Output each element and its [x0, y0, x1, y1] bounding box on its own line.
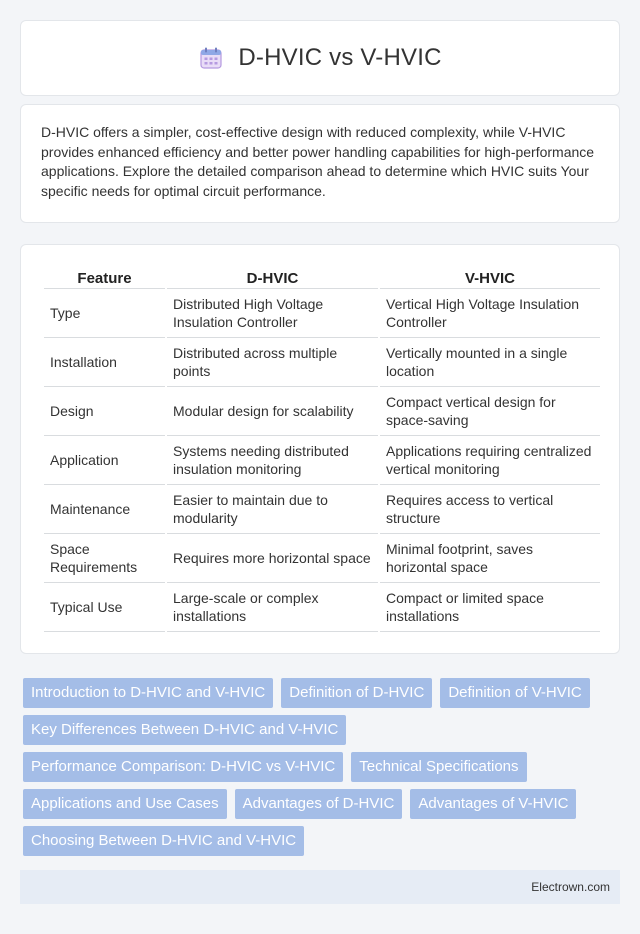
v-hvic-cell: Vertical High Voltage Insulation Controller — [380, 289, 600, 338]
tag-row — [23, 789, 623, 819]
table-row — [44, 387, 600, 436]
header-feature: Feature — [44, 265, 165, 289]
header-v-hvic: V-HVIC — [380, 265, 600, 289]
table-row — [44, 289, 600, 338]
tag-definition-v-hvic[interactable]: Definition of V-HVIC — [440, 678, 589, 708]
table-header-row — [44, 265, 600, 289]
feature-cell: Design — [44, 387, 165, 436]
feature-cell: Maintenance — [44, 485, 165, 534]
d-hvic-cell: Large-scale or complex installations — [167, 583, 378, 632]
tag-row — [23, 678, 623, 708]
page-title: D-HVIC vs V-HVIC — [238, 44, 442, 71]
tag-row — [23, 715, 623, 745]
tag-advantages-v-hvic[interactable]: Advantages of V-HVIC — [410, 789, 576, 819]
v-hvic-cell: Minimal footprint, saves horizontal space — [380, 534, 600, 583]
feature-cell: Installation — [44, 338, 165, 387]
intro-text: D-HVIC offers a simpler, cost-effective design with reduced complexity, while V-HVIC provides enhanced efficiency and better power handling capabilities for high-performance applications. Explore the detailed comparison ahead to determine which HVIC suits Your specific needs for optimal circuit performance. — [41, 124, 595, 199]
tag-applications[interactable]: Applications and Use Cases — [23, 789, 227, 819]
feature-cell: Type — [44, 289, 165, 338]
table-row — [44, 436, 600, 485]
tag-technical-specifications[interactable]: Technical Specifications — [351, 752, 526, 782]
d-hvic-cell: Modular design for scalability — [167, 387, 378, 436]
tag-advantages-d-hvic[interactable]: Advantages of D-HVIC — [235, 789, 403, 819]
feature-cell: Typical Use — [44, 583, 165, 632]
feature-cell: Application — [44, 436, 165, 485]
footer-brand[interactable]: Electrown.com — [531, 880, 610, 894]
v-hvic-cell: Compact or limited space installations — [380, 583, 600, 632]
header-card — [20, 20, 620, 96]
intro-card — [20, 104, 620, 223]
tag-definition-d-hvic[interactable]: Definition of D-HVIC — [281, 678, 432, 708]
table-row — [44, 583, 600, 632]
table-row — [44, 485, 600, 534]
d-hvic-cell: Distributed High Voltage Insulation Controller — [167, 289, 378, 338]
d-hvic-cell: Systems needing distributed insulation monitoring — [167, 436, 378, 485]
tag-introduction[interactable]: Introduction to D-HVIC and V-HVIC — [23, 678, 273, 708]
tag-choosing[interactable]: Choosing Between D-HVIC and V-HVIC — [23, 826, 304, 856]
tag-row — [23, 752, 623, 782]
topic-tags — [23, 678, 623, 863]
v-hvic-cell: Requires access to vertical structure — [380, 485, 600, 534]
feature-cell: Space Requirements — [44, 534, 165, 583]
comparison-table-card — [20, 244, 620, 654]
d-hvic-cell: Easier to maintain due to modularity — [167, 485, 378, 534]
d-hvic-cell: Distributed across multiple points — [167, 338, 378, 387]
header-d-hvic: D-HVIC — [167, 265, 378, 289]
tag-key-differences[interactable]: Key Differences Between D-HVIC and V-HVIC — [23, 715, 346, 745]
v-hvic-cell: Vertically mounted in a single location — [380, 338, 600, 387]
d-hvic-cell: Requires more horizontal space — [167, 534, 378, 583]
title-wrap — [198, 44, 441, 72]
v-hvic-cell: Applications requiring centralized vertical monitoring — [380, 436, 600, 485]
tag-row — [23, 826, 623, 856]
tag-performance-comparison[interactable]: Performance Comparison: D-HVIC vs V-HVIC — [23, 752, 343, 782]
table-row — [44, 338, 600, 387]
v-hvic-cell: Compact vertical design for space-saving — [380, 387, 600, 436]
footer — [20, 870, 620, 904]
table-row — [44, 534, 600, 583]
comparison-table — [42, 265, 602, 632]
calendar-icon — [198, 45, 224, 71]
